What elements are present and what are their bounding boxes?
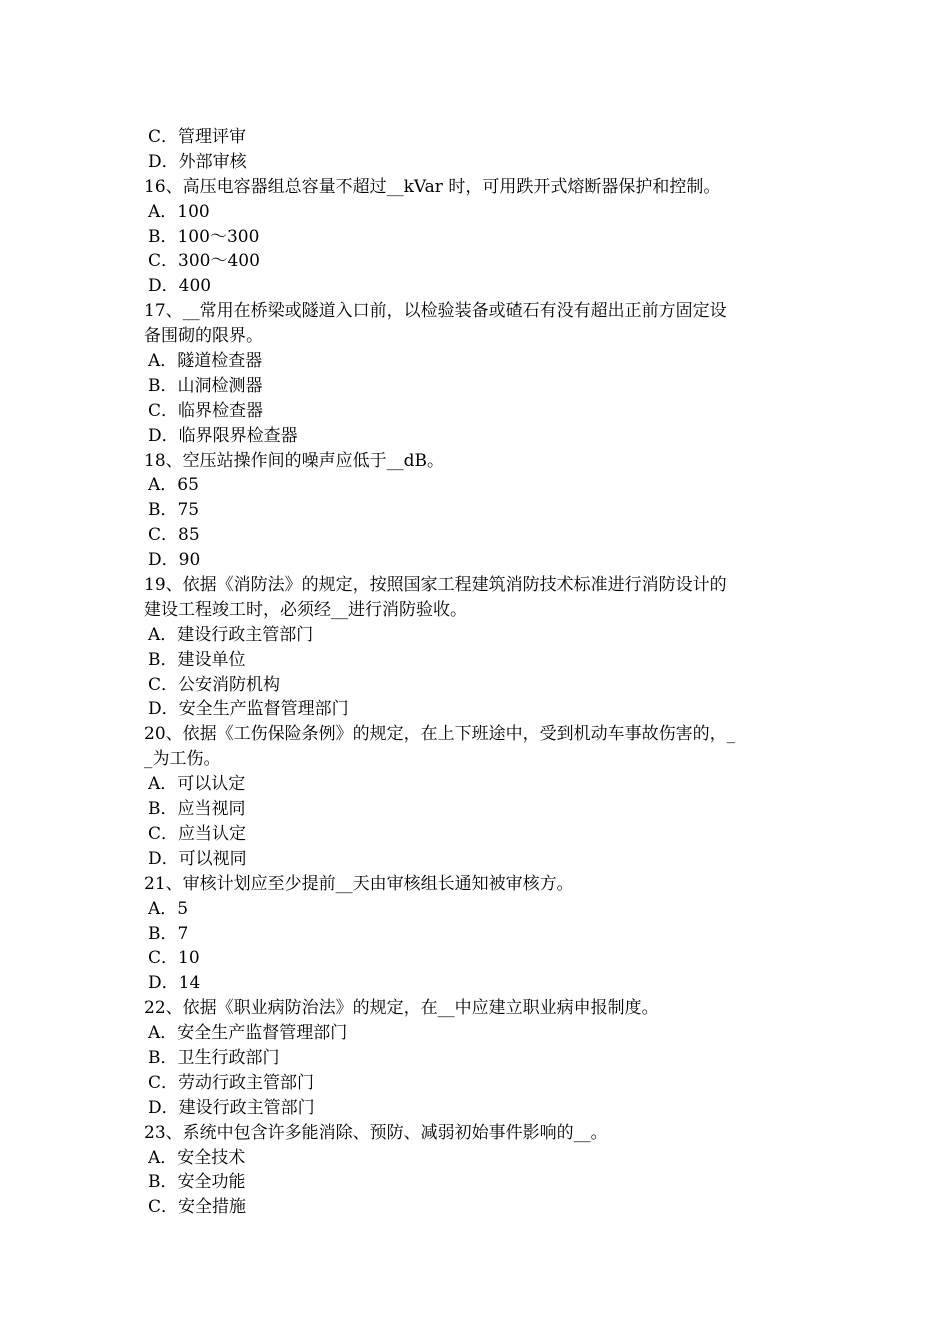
- answer-option: B．建设单位: [148, 649, 246, 670]
- answer-option: C．劳动行政主管部门: [148, 1072, 315, 1093]
- answer-option: C．公安消防机构: [148, 674, 281, 695]
- answer-option: D．外部审核: [148, 151, 247, 172]
- answer-option: D．400: [148, 276, 212, 297]
- question-text: 20、依据《工伤保险条例》的规定，在上下班途中，受到机动车事故伤害的，_: [144, 724, 736, 745]
- answer-option: B．100～300: [148, 226, 260, 247]
- answer-option: D．90: [148, 550, 201, 571]
- answer-option: D．可以视同: [148, 848, 247, 869]
- answer-option: C．300～400: [148, 251, 260, 272]
- answer-option: C．85: [148, 525, 200, 546]
- answer-option: D．临界限界检查器: [148, 425, 298, 446]
- answer-option: A．5: [148, 898, 189, 919]
- question-text: 19、依据《消防法》的规定，按照国家工程建筑消防技术标准进行消防设计的: [144, 575, 727, 596]
- answer-option: A．65: [148, 475, 199, 496]
- question-text: _为工伤。: [144, 749, 221, 770]
- answer-option: A．安全生产监督管理部门: [148, 1023, 348, 1044]
- answer-option: A．建设行政主管部门: [148, 624, 314, 645]
- question-text: 16、高压电容器组总容量不超过__kVar 时，可用跌开式熔断器保护和控制。: [144, 176, 721, 197]
- answer-option: B．山洞检测器: [148, 375, 263, 396]
- answer-option: C．安全措施: [148, 1197, 247, 1218]
- answer-option: D．14: [148, 973, 201, 994]
- answer-option: A．隧道检查器: [148, 351, 263, 372]
- question-text: 建设工程竣工时，必须经__进行消防验收。: [144, 599, 467, 620]
- answer-option: D．安全生产监督管理部门: [148, 699, 349, 720]
- question-text: 备围砌的限界。: [144, 326, 263, 347]
- answer-option: A．可以认定: [148, 774, 246, 795]
- question-text: 23、系统中包含许多能消除、预防、减弱初始事件影响的__。: [144, 1122, 608, 1143]
- answer-option: B．应当视同: [148, 799, 246, 820]
- answer-option: A．100: [148, 201, 210, 222]
- answer-option: D．建设行政主管部门: [148, 1097, 315, 1118]
- question-text: 22、依据《职业病防治法》的规定，在__中应建立职业病申报制度。: [144, 998, 659, 1019]
- question-text: 21、审核计划应至少提前__天由审核组长通知被审核方。: [144, 873, 574, 894]
- answer-option: C．管理评审: [148, 127, 247, 147]
- answer-option: B．卫生行政部门: [148, 1047, 280, 1068]
- answer-option: C．应当认定: [148, 823, 247, 844]
- document-body: [144, 125, 814, 1220]
- answer-option: C．临界检查器: [148, 400, 264, 421]
- question-text: 18、空压站操作间的噪声应低于__dB。: [144, 450, 445, 471]
- answer-option: B．7: [148, 923, 189, 944]
- answer-option: B．安全功能: [148, 1172, 246, 1193]
- answer-option: C．10: [148, 948, 200, 969]
- answer-option: B．75: [148, 500, 200, 521]
- answer-option: A．安全技术: [148, 1147, 246, 1168]
- question-text: 17、__常用在桥梁或隧道入口前，以检验装备或碴石有没有超出正前方固定设: [144, 301, 727, 322]
